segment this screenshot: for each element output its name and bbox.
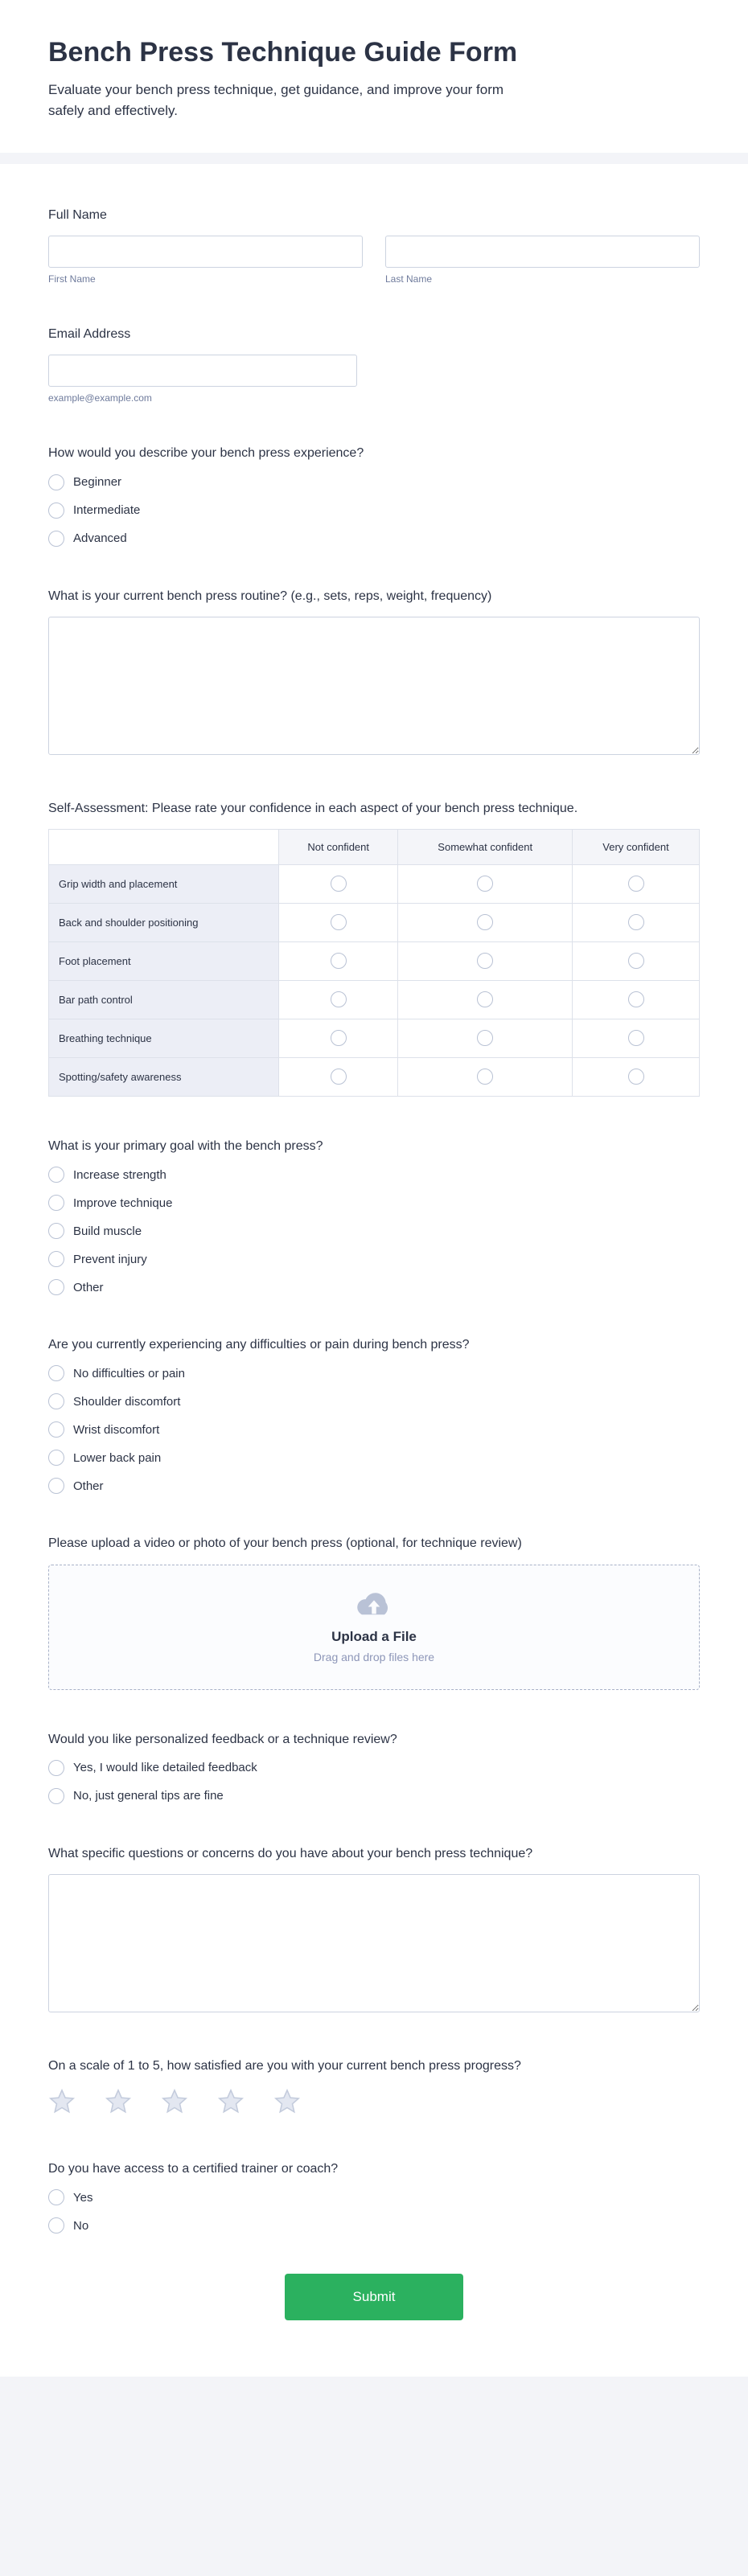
matrix-radio[interactable]: [331, 953, 347, 969]
radio-circle[interactable]: [48, 1393, 64, 1409]
matrix-radio[interactable]: [628, 914, 644, 930]
field-feedback: [48, 1730, 700, 1804]
matrix-radio[interactable]: [331, 991, 347, 1007]
radio-circle[interactable]: [48, 1788, 64, 1804]
star-icon[interactable]: [161, 2088, 188, 2119]
matrix-corner-cell: [49, 829, 279, 864]
matrix-row: [49, 903, 700, 941]
goal-option[interactable]: [48, 1167, 700, 1183]
radio-circle[interactable]: [48, 1760, 64, 1776]
field-trainer: [48, 2160, 700, 2233]
matrix-row-label: Grip width and placement: [49, 864, 279, 903]
radio-circle[interactable]: [48, 2189, 64, 2205]
matrix-radio[interactable]: [331, 876, 347, 892]
matrix-radio[interactable]: [628, 953, 644, 969]
matrix-row-label: Foot placement: [49, 941, 279, 980]
upload-label: Please upload a video or photo of your bench press (optional, for technique review): [48, 1536, 522, 1551]
goal-label: What is your primary goal with the bench press?: [48, 1138, 323, 1153]
goal-option[interactable]: [48, 1195, 700, 1211]
field-email: [48, 325, 700, 404]
option-label: Build muscle: [73, 1224, 142, 1238]
option-label: No: [73, 2218, 89, 2233]
star-icon[interactable]: [217, 2088, 245, 2119]
upload-hint-text: Drag and drop files here: [313, 1651, 435, 1663]
concerns-textarea[interactable]: [48, 1874, 700, 2012]
last-name-input[interactable]: [385, 236, 700, 268]
option-label: Yes, I would like detailed feedback: [73, 1761, 257, 1775]
option-label: No, just general tips are fine: [73, 1789, 224, 1803]
field-satisfaction: [48, 2057, 700, 2119]
matrix-row: [49, 941, 700, 980]
email-input[interactable]: [48, 355, 357, 387]
option-label: No difficulties or pain: [73, 1366, 185, 1380]
radio-circle[interactable]: [48, 1167, 64, 1183]
field-difficulties: [48, 1335, 700, 1494]
matrix-radio[interactable]: [477, 1030, 493, 1046]
matrix-radio[interactable]: [331, 1030, 347, 1046]
matrix-column-header: Not confident: [279, 829, 398, 864]
experience-option-intermediate[interactable]: [48, 502, 700, 519]
matrix-radio[interactable]: [477, 914, 493, 930]
field-upload: [48, 1534, 700, 1689]
feedback-option-yes[interactable]: [48, 1760, 700, 1776]
option-label: Advanced: [73, 531, 127, 546]
upload-cloud-icon: [353, 1590, 395, 1623]
radio-circle[interactable]: [48, 1450, 64, 1466]
radio-circle[interactable]: [48, 1251, 64, 1267]
matrix-row-label: Back and shoulder positioning: [49, 903, 279, 941]
field-full-name: [48, 206, 700, 285]
matrix-radio[interactable]: [477, 1069, 493, 1085]
option-label: Intermediate: [73, 503, 141, 518]
trainer-option-no[interactable]: [48, 2217, 700, 2233]
matrix-radio[interactable]: [628, 1069, 644, 1085]
field-routine: [48, 587, 700, 759]
satisfaction-label: On a scale of 1 to 5, how satisfied are you with your current bench press progress?: [48, 2058, 521, 2073]
radio-circle[interactable]: [48, 1365, 64, 1381]
email-label: Email Address: [48, 327, 131, 342]
matrix-row: [49, 1019, 700, 1057]
first-name-sublabel: First Name: [48, 273, 96, 285]
trainer-option-yes[interactable]: [48, 2189, 700, 2205]
field-self-assessment-matrix: [48, 799, 700, 1097]
matrix-radio[interactable]: [477, 876, 493, 892]
experience-option-advanced[interactable]: [48, 531, 700, 547]
file-upload-dropzone[interactable]: [48, 1565, 700, 1690]
option-label: Shoulder discomfort: [73, 1394, 181, 1409]
star-rating: [48, 2088, 700, 2119]
experience-label: How would you describe your bench press experience?: [48, 446, 364, 461]
star-icon[interactable]: [105, 2088, 132, 2119]
matrix-column-header: Somewhat confident: [398, 829, 573, 864]
email-sublabel: example@example.com: [48, 392, 152, 404]
routine-textarea[interactable]: [48, 617, 700, 755]
matrix-radio[interactable]: [628, 876, 644, 892]
concerns-label: What specific questions or concerns do you have about your bench press technique?: [48, 1846, 533, 1860]
matrix-radio[interactable]: [477, 991, 493, 1007]
option-label: Other: [73, 1280, 104, 1294]
matrix-row-label: Spotting/safety awareness: [49, 1057, 279, 1096]
matrix-row-label: Bar path control: [49, 980, 279, 1019]
option-label: Yes: [73, 2190, 93, 2205]
star-icon[interactable]: [273, 2088, 301, 2119]
form-header: [0, 0, 748, 153]
form-subtitle: Evaluate your bench press technique, get guidance, and improve your form safely and effectively.: [48, 82, 504, 118]
radio-circle[interactable]: [48, 474, 64, 490]
radio-circle[interactable]: [48, 531, 64, 547]
matrix-row: [49, 980, 700, 1019]
option-label: Improve technique: [73, 1196, 173, 1210]
radio-circle[interactable]: [48, 1279, 64, 1295]
option-label: Wrist discomfort: [73, 1422, 160, 1437]
matrix-radio[interactable]: [331, 1069, 347, 1085]
field-goal: [48, 1137, 700, 1295]
option-label: Prevent injury: [73, 1252, 147, 1266]
radio-circle[interactable]: [48, 1421, 64, 1438]
matrix-row: [49, 864, 700, 903]
trainer-label: Do you have access to a certified trainer or coach?: [48, 2162, 339, 2176]
difficulty-option[interactable]: [48, 1450, 700, 1466]
matrix-row-label: Breathing technique: [49, 1019, 279, 1057]
matrix-radio[interactable]: [628, 1030, 644, 1046]
option-label: Increase strength: [73, 1167, 166, 1182]
confidence-matrix: [48, 829, 700, 1097]
submit-button[interactable]: Submit: [285, 2274, 463, 2320]
field-concerns: [48, 1844, 700, 2016]
routine-label: What is your current bench press routine? (e.g., sets, reps, weight, frequency): [48, 589, 492, 603]
first-name-input[interactable]: [48, 236, 363, 268]
upload-button-text[interactable]: Upload a File: [331, 1629, 417, 1644]
radio-circle[interactable]: [48, 1478, 64, 1494]
difficulty-option[interactable]: [48, 1393, 700, 1409]
matrix-radio[interactable]: [477, 953, 493, 969]
form-body: [0, 164, 748, 2377]
field-experience: [48, 444, 700, 546]
page-title: Bench Press Technique Guide Form: [48, 37, 518, 68]
difficulty-option[interactable]: [48, 1421, 700, 1438]
experience-option-beginner[interactable]: [48, 474, 700, 490]
radio-circle[interactable]: [48, 2217, 64, 2233]
feedback-label: Would you like personalized feedback or a technique review?: [48, 1732, 397, 1746]
difficulties-label: Are you currently experiencing any difficulties or pain during bench press?: [48, 1338, 470, 1352]
matrix-radio[interactable]: [331, 914, 347, 930]
difficulty-option[interactable]: [48, 1478, 700, 1494]
radio-circle[interactable]: [48, 502, 64, 519]
option-label: Other: [73, 1479, 104, 1493]
radio-circle[interactable]: [48, 1223, 64, 1239]
star-icon[interactable]: [48, 2088, 76, 2119]
matrix-row: [49, 1057, 700, 1096]
difficulty-option[interactable]: [48, 1365, 700, 1381]
option-label: Beginner: [73, 475, 122, 490]
matrix-label: Self-Assessment: Please rate your confidence in each aspect of your bench press technique.: [48, 801, 578, 815]
goal-option[interactable]: [48, 1223, 700, 1239]
feedback-option-no[interactable]: [48, 1788, 700, 1804]
option-label: Lower back pain: [73, 1450, 162, 1465]
goal-option[interactable]: [48, 1251, 700, 1267]
last-name-sublabel: Last Name: [385, 273, 433, 285]
matrix-radio[interactable]: [628, 991, 644, 1007]
radio-circle[interactable]: [48, 1195, 64, 1211]
full-name-label: Full Name: [48, 208, 107, 222]
goal-option[interactable]: [48, 1279, 700, 1295]
matrix-column-header: Very confident: [573, 829, 700, 864]
